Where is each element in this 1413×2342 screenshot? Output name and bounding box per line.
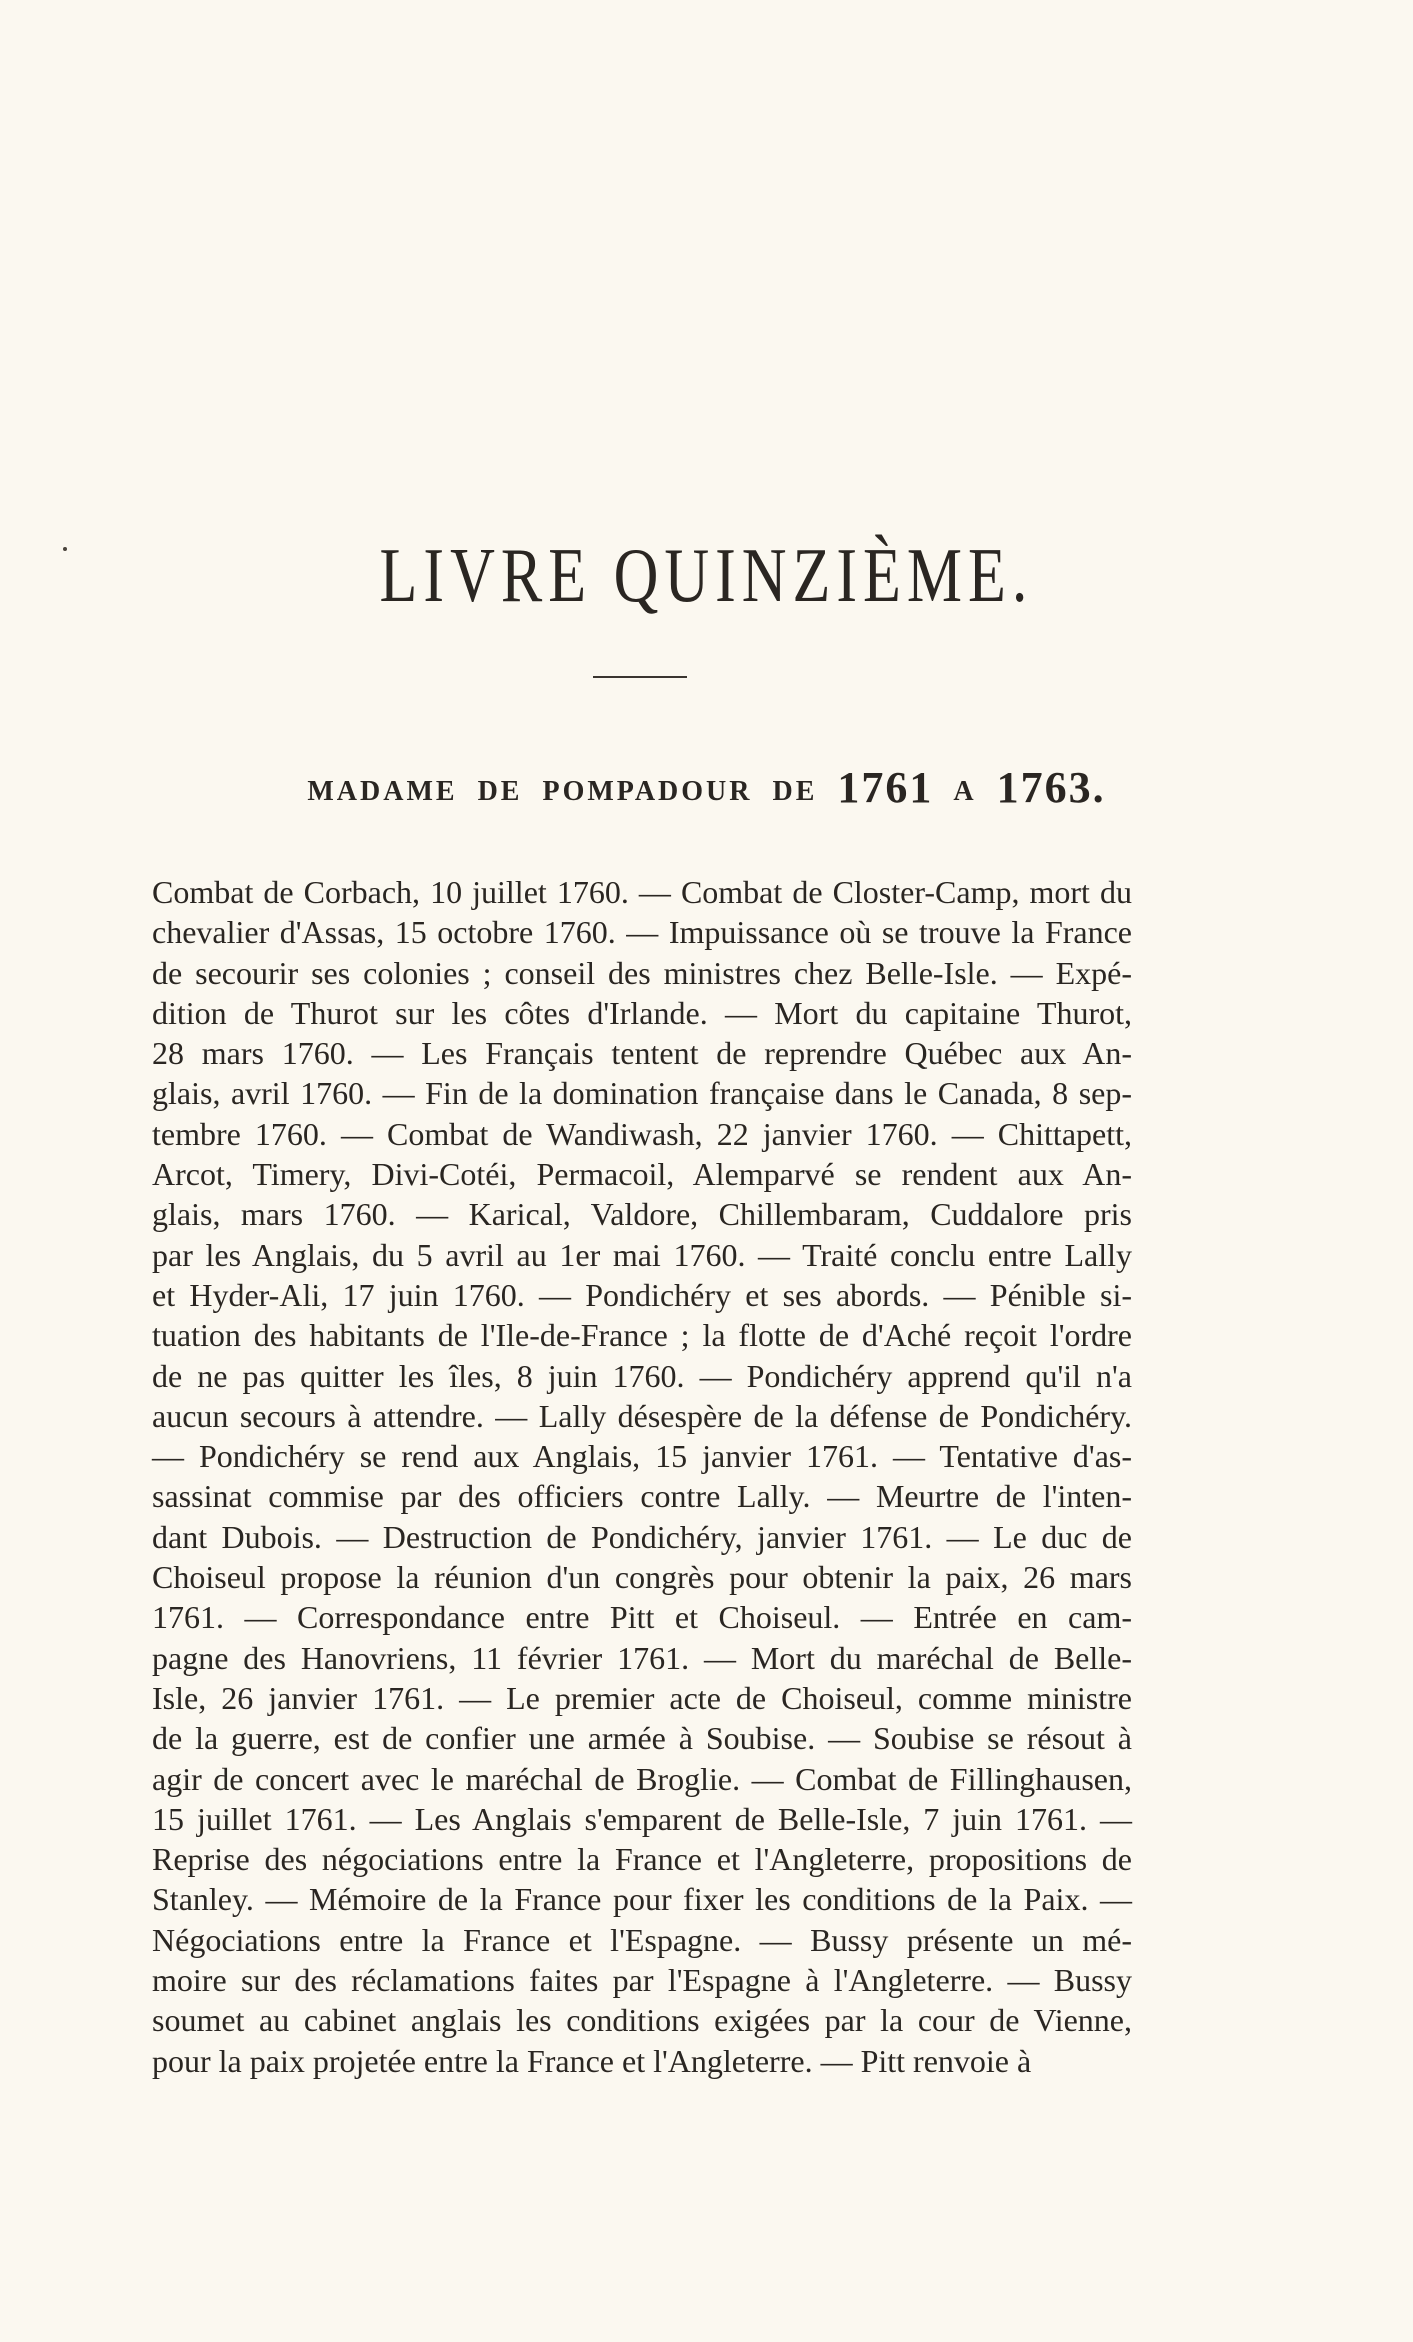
summary-line: chevalier d'Assas, 15 octobre 1760. — Impuissance où se trouve la France	[152, 914, 1132, 951]
chapter-year-start: 1761	[837, 763, 934, 812]
summary-line: Choiseul propose la réunion d'un congrès pour obtenir la paix, 26 mars	[152, 1559, 1132, 1596]
summary-line: sassinat commise par des officiers contre Lally. — Meurtre de l'inten-	[152, 1478, 1132, 1515]
summary-line: agir de concert avec le maréchal de Broglie. — Combat de Fillinghausen,	[152, 1760, 1132, 1797]
summary-line: tuation des habitants de l'Ile-de-France ; la flotte de d'Aché reçoit l'ordre	[152, 1317, 1132, 1354]
chapter-heading-word: DE	[477, 776, 523, 807]
summary-line: Stanley. — Mémoire de la France pour fixer les conditions de la Paix. —	[152, 1881, 1132, 1918]
summary-line: aucun secours à attendre. — Lally désespère de la défense de Pondichéry.	[152, 1397, 1132, 1434]
chapter-heading-connector: A	[953, 776, 977, 807]
title-divider	[593, 676, 687, 678]
chapter-summary	[152, 872, 1132, 2081]
chapter-heading-word: POMPADOUR	[542, 776, 753, 807]
summary-line: tembre 1760. — Combat de Wandiwash, 22 janvier 1760. — Chittapett,	[152, 1115, 1132, 1152]
summary-line: pagne des Hanovriens, 11 février 1761. — Mort du maréchal de Belle-	[152, 1639, 1132, 1676]
summary-line: de la guerre, est de confier une armée à Soubise. — Soubise se résout à	[152, 1720, 1132, 1757]
summary-line: 15 juillet 1761. — Les Anglais s'emparent de Belle-Isle, 7 juin 1761. —	[152, 1800, 1132, 1837]
summary-line: Combat de Corbach, 10 juillet 1760. — Combat de Closter-Camp, mort du	[152, 874, 1132, 910]
summary-line: Négociations entre la France et l'Espagne. — Bussy présente un mé-	[152, 1921, 1132, 1958]
summary-line: 28 mars 1760. — Les Français tentent de reprendre Québec aux An-	[152, 1035, 1132, 1072]
summary-line: Arcot, Timery, Divi-Cotéi, Permacoil, Alemparvé se rendent aux An-	[152, 1156, 1132, 1193]
summary-line: par les Anglais, du 5 avril au 1er mai 1760. — Traité conclu entre Lally	[152, 1236, 1132, 1273]
summary-line: — Pondichéry se rend aux Anglais, 15 janvier 1761. — Tentative d'as-	[152, 1438, 1132, 1475]
summary-line: et Hyder-Ali, 17 juin 1760. — Pondichéry et ses abords. — Pénible si-	[152, 1276, 1132, 1313]
chapter-heading-word: MADAME	[307, 776, 458, 807]
summary-line: Reprise des négociations entre la France et l'Angleterre, propositions de	[152, 1841, 1132, 1878]
summary-line: dant Dubois. — Destruction de Pondichéry, janvier 1761. — Le duc de	[152, 1518, 1132, 1555]
chapter-heading-word: DE	[772, 776, 818, 807]
book-title: LIVRE QUINZIÈME.	[379, 533, 1034, 619]
summary-line: dition de Thurot sur les côtes d'Irlande. — Mort du capitaine Thurot,	[152, 994, 1132, 1031]
summary-line: glais, mars 1760. — Karical, Valdore, Chillembaram, Cuddalore pris	[152, 1196, 1132, 1233]
chapter-heading	[0, 762, 1413, 813]
summary-line: de ne pas quitter les îles, 8 juin 1760. — Pondichéry apprend qu'il n'a	[152, 1357, 1132, 1394]
summary-line: pour la paix projetée entre la France et l'Angleterre. — Pitt renvoie à	[152, 2042, 1032, 2079]
summary-line: 1761. — Correspondance entre Pitt et Choiseul. — Entrée en cam-	[152, 1599, 1132, 1636]
summary-line: Isle, 26 janvier 1761. — Le premier acte de Choiseul, comme ministre	[152, 1679, 1132, 1716]
summary-line: glais, avril 1760. — Fin de la domination française dans le Canada, 8 sep-	[152, 1075, 1132, 1112]
summary-line: moire sur des réclamations faites par l'Espagne à l'Angleterre. — Bussy	[152, 1962, 1132, 1999]
summary-line: de secourir ses colonies ; conseil des ministres chez Belle-Isle. — Expé-	[152, 954, 1132, 991]
summary-line: soumet au cabinet anglais les conditions exigées par la cour de Vienne,	[152, 2002, 1132, 2039]
chapter-year-end: 1763.	[996, 763, 1106, 812]
